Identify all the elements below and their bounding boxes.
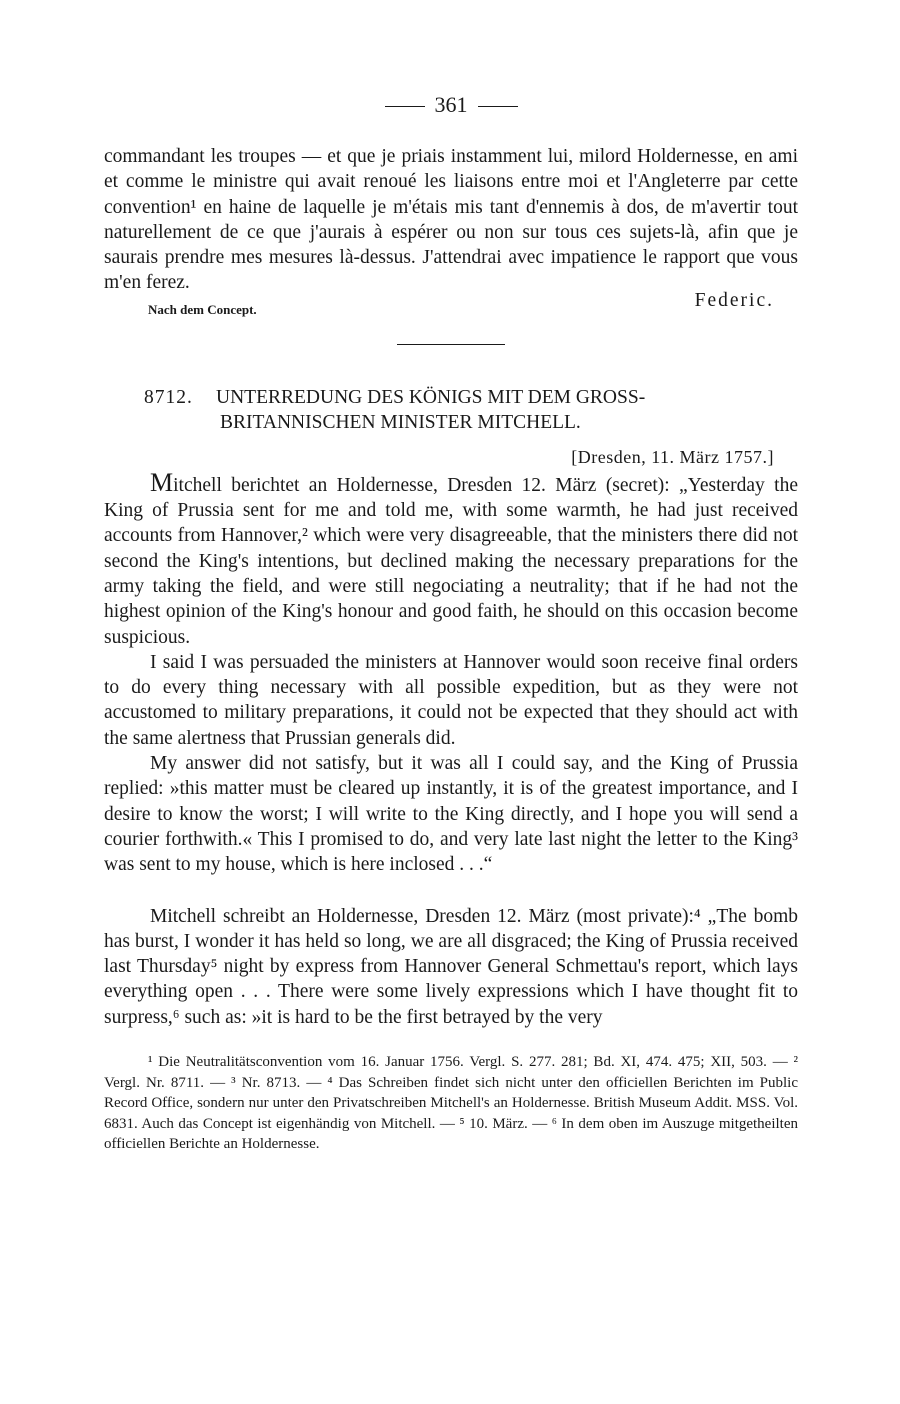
page-number-dash-right [478,106,518,107]
section-title-line1: UNTERREDUNG DES KÖNIGS MIT DEM GROSS- [216,386,646,408]
paragraph-2: I said I was persuaded the ministers at Hannover would soon receive final orders to do every thing necessary with all possible expedition, but as they were not accustomed to military preparations, it could not be expected that they should act with the same alertness that Prussian generals did. [104,651,798,749]
section-heading [104,385,798,436]
paragraph-gap [104,878,798,904]
signature-row [104,289,798,336]
signature: Federic. [694,289,774,311]
footnotes: ¹ Die Neutralitätsconvention vom 16. Januar 1756. Vergl. S. 277. 281; Bd. XI, 474. 475; XII, 503. — ² Vergl. Nr. 8711. — ³ Nr. 8713. — ⁴ Das Schreiben findet sich nicht unter den officiellen Berichten im Public Record Office, sondern nur unter den Privatschreiben Mitchell's an Holdernesse. British Museum Addit. MSS. Vol. 6831. Auch das Concept ist eigenhändig von Mitchell. — ⁵ 10. März. — ⁶ In dem oben im Auszuge mitgetheilten officiellen Berichte an Holdernesse. [104,1054,798,1153]
document-page [104,92,798,1155]
drop-letter: M [150,467,174,497]
paragraph-3: My answer did not satisfy, but it was all I could say, and the King of Prussia replied: »this matter must be cleared up instantly, it is of the greatest importance, and I desire to know the worst; I will write to the King directly, and I hope you will send a courier forthwith.« This I promised to do, and very late last night the letter to the King³ was sent to my house, which is here inclosed . . .“ [104,753,798,876]
section-title-line2: BRITANNISCHEN MINISTER MITCHELL. [220,412,581,434]
paragraph-1: Mitchell berichtet an Holdernesse, Dresden 12. März (secret): „Yesterday the King of Prussia sent for me and told me, with some warmth, he had just received accounts from Hannover,² which were very disagreeable, that the ministers there did not second the King's intentions, but declined making the necessary preparations for the army taking the field, and were still negociating a neutrality; that if he had not the highest opinion of the King's honour and good faith, he should on this occasion become suspicious. [104,467,798,648]
page-number-dash-left [385,106,425,107]
footnote-gap [104,1030,798,1052]
source-note: Nach dem Concept. [148,301,257,317]
section-number: 8712. [144,386,193,408]
previous-letter-text: commandant les troupes — et que je priais instamment lui, milord Holdernesse, en ami et comme le ministre qui avait renoué les liaisons entre moi et l'Angleterre par cette convention¹ en haine de laquelle je m'étais mis tant d'ennemis à dos, de m'avertir tout naturellement de ce que j'aurais à espérer ou non sur tous ces sujets-là, afin que je saurais prendre mes mesures là-dessus. J'attendrai avec impatience le rapport que vous m'en ferez. [104,146,798,294]
section-divider [397,344,505,345]
paragraph-4: Mitchell schreibt an Holdernesse, Dresden 12. März (most private):⁴ „The bomb has burst, I wonder it has held so long, we are all disgraced; the King of Prussia received last Thursday⁵ night by express from Hannover General Schmettau's report, which lays everything open . . . There were some lively expressions which I have thought fit to surpress,⁶ such as: »it is hard to be the first betrayed by the very [104,905,798,1028]
page-number: 361 [104,92,798,118]
place-date: [Dresden, 11. März 1757.] [571,446,774,467]
